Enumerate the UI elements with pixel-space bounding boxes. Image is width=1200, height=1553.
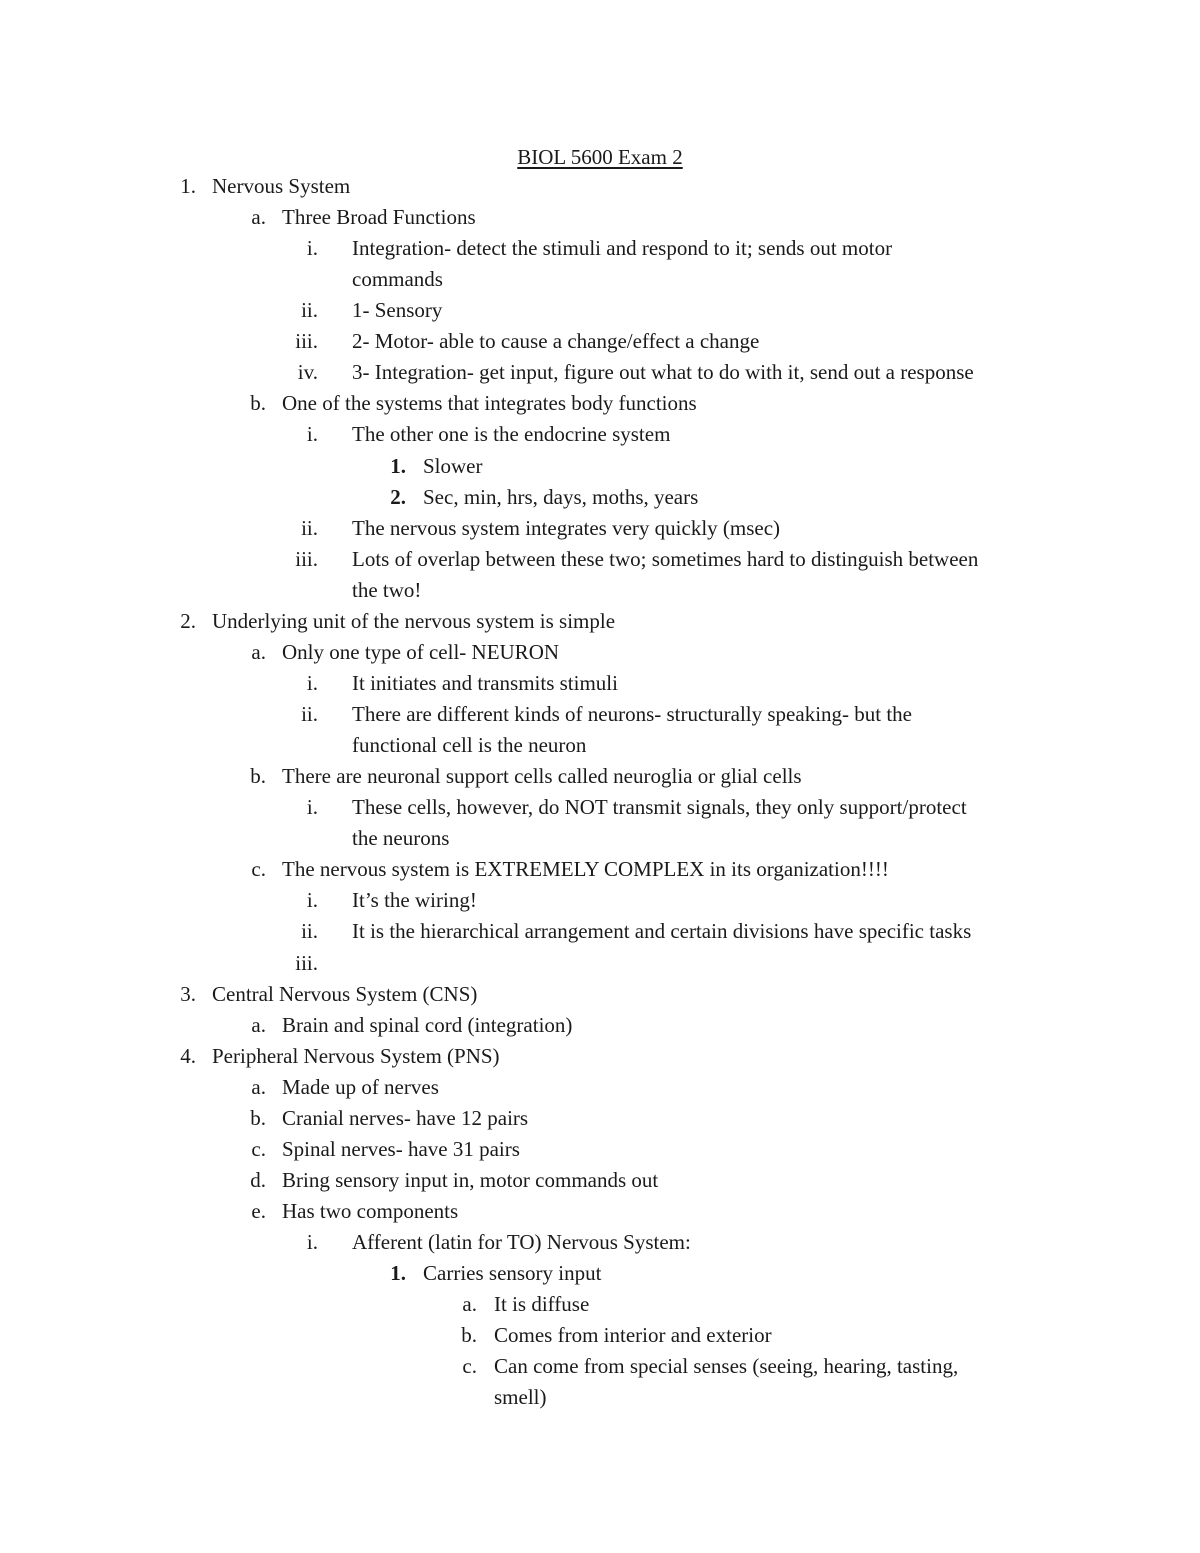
outline-item-text: Central Nervous System (CNS) <box>212 982 478 1006</box>
outline-item-text: Peripheral Nervous System (PNS) <box>212 1044 500 1068</box>
outline-item-marker: i. <box>306 888 318 912</box>
outline-item-marker: b. <box>250 1106 266 1130</box>
outline-item <box>0 202 1200 233</box>
outline-item <box>0 1382 1200 1413</box>
outline-item-text: the two! <box>352 578 422 602</box>
outline-item <box>0 1165 1200 1196</box>
outline-item-marker: i. <box>306 236 318 260</box>
outline-item-marker: ii. <box>301 702 318 726</box>
outline-item <box>0 761 1200 792</box>
outline-item <box>0 1320 1200 1351</box>
outline-item-marker: i. <box>306 422 318 446</box>
outline-item-marker: 1. <box>390 1261 406 1285</box>
outline-item-text: Underlying unit of the nervous system is simple <box>212 609 616 633</box>
outline-item <box>0 823 1200 854</box>
outline-item-text: One of the systems that integrates body functions <box>282 391 697 415</box>
outline-item-text: It initiates and transmits stimuli <box>352 671 618 695</box>
outline-item-text: 1- Sensory <box>352 298 443 322</box>
outline-item-text: It is diffuse <box>494 1292 590 1316</box>
outline-item <box>0 233 1200 264</box>
outline-item-text: Afferent (latin for TO) Nervous System: <box>352 1230 691 1254</box>
outline-item-text: Nervous System <box>212 174 351 198</box>
outline-item-marker: i. <box>306 1230 318 1254</box>
outline-item-marker: iii. <box>295 329 318 353</box>
outline-item-marker: a. <box>251 1075 266 1099</box>
outline-item-marker: ii. <box>301 919 318 943</box>
outline-item <box>0 575 1200 606</box>
outline-item <box>0 854 1200 885</box>
outline-item-marker: a. <box>462 1292 477 1316</box>
outline-item-text: commands <box>352 267 443 291</box>
outline-item-text: These cells, however, do NOT transmit signals, they only support/protect <box>352 795 967 819</box>
outline-item <box>0 1134 1200 1165</box>
outline-item-text: The nervous system is EXTREMELY COMPLEX in its organization!!!! <box>282 857 889 881</box>
outline-item-marker: iii. <box>295 547 318 571</box>
outline-item-marker: 2. <box>180 609 196 633</box>
outline-item-text: Can come from special senses (seeing, hearing, tasting, <box>494 1354 959 1378</box>
outline-item-marker: c. <box>462 1354 477 1378</box>
outline-item-text: Three Broad Functions <box>282 205 476 229</box>
outline-item-marker: ii. <box>301 298 318 322</box>
outline-item <box>0 699 1200 730</box>
outline-item-marker: a. <box>251 1013 266 1037</box>
outline-item <box>0 1351 1200 1382</box>
outline-item <box>0 1072 1200 1103</box>
outline-item <box>0 792 1200 823</box>
outline-item <box>0 1227 1200 1258</box>
outline-item-marker: 1. <box>180 174 196 198</box>
outline-item-marker: 2. <box>390 485 406 509</box>
outline-item-marker: b. <box>250 764 266 788</box>
outline-item-text: functional cell is the neuron <box>352 733 587 757</box>
outline-item-marker: 4. <box>180 1044 196 1068</box>
outline-item-text: Carries sensory input <box>423 1261 602 1285</box>
outline-item <box>0 171 1200 202</box>
outline-item <box>0 637 1200 668</box>
outline-item-text: There are neuronal support cells called neuroglia or glial cells <box>282 764 802 788</box>
outline-item <box>0 668 1200 699</box>
outline-item <box>0 1103 1200 1134</box>
outline-item-text: Slower <box>423 454 483 478</box>
outline-item <box>0 1010 1200 1041</box>
outline-item-marker: i. <box>306 671 318 695</box>
outline-item-text: Brain and spinal cord (integration) <box>282 1013 573 1037</box>
outline-item-text: Spinal nerves- have 31 pairs <box>282 1137 520 1161</box>
outline-item-text: Only one type of cell- NEURON <box>282 640 560 664</box>
outline-item <box>0 979 1200 1010</box>
outline-item-text: the neurons <box>352 826 450 850</box>
outline-item <box>0 388 1200 419</box>
outline-item-text: The other one is the endocrine system <box>352 422 671 446</box>
outline-item-marker: ii. <box>301 516 318 540</box>
outline-item-marker: b. <box>250 391 266 415</box>
outline-item-marker: 3. <box>180 982 196 1006</box>
outline-item-marker: iv. <box>297 360 318 384</box>
outline-item <box>0 264 1200 295</box>
outline-item-marker: d. <box>250 1168 266 1192</box>
outline-item-text: Made up of nerves <box>282 1075 439 1099</box>
outline-item-text: 2- Motor- able to cause a change/effect a change <box>352 329 760 353</box>
outline-item <box>0 295 1200 326</box>
outline-item <box>0 1196 1200 1227</box>
outline-item-marker: c. <box>251 1137 266 1161</box>
outline-item <box>0 326 1200 357</box>
outline-item-text: It’s the wiring! <box>352 888 477 912</box>
outline-item-marker: 1. <box>390 454 406 478</box>
outline-item <box>0 482 1200 513</box>
outline-item-text: Comes from interior and exterior <box>494 1323 772 1347</box>
outline-item-text: Lots of overlap between these two; sometimes hard to distinguish between <box>352 547 979 571</box>
outline-item-text: 3- Integration- get input, figure out what to do with it, send out a response <box>352 360 974 384</box>
outline-item-text: Bring sensory input in, motor commands out <box>282 1168 659 1192</box>
outline-item-text: Has two components <box>282 1199 459 1223</box>
outline-item <box>0 544 1200 575</box>
outline-item <box>0 730 1200 761</box>
outline-item-text: It is the hierarchical arrangement and certain divisions have specific tasks <box>352 919 972 943</box>
outline-item-marker: c. <box>251 857 266 881</box>
outline-item-text: There are different kinds of neurons- structurally speaking- but the <box>352 702 913 726</box>
outline-item-text: Cranial nerves- have 12 pairs <box>282 1106 529 1130</box>
outline-item-text: Sec, min, hrs, days, moths, years <box>423 485 699 509</box>
outline-item <box>0 357 1200 388</box>
outline-item <box>0 1289 1200 1320</box>
outline-item <box>0 948 1200 979</box>
outline-item <box>0 916 1200 947</box>
outline-item-marker: e. <box>251 1199 266 1223</box>
outline-item <box>0 606 1200 637</box>
outline-item-marker: a. <box>251 640 266 664</box>
outline-item <box>0 451 1200 482</box>
outline-item-text: The nervous system integrates very quickly (msec) <box>352 516 781 540</box>
outline-item-marker: iii. <box>295 951 318 975</box>
outline-item-text: Integration- detect the stimuli and respond to it; sends out motor <box>352 236 893 260</box>
outline-item <box>0 1258 1200 1289</box>
outline-item <box>0 1041 1200 1072</box>
outline-item-text: smell) <box>494 1385 547 1409</box>
outline-item-marker: a. <box>251 205 266 229</box>
outline-item-marker: i. <box>306 795 318 819</box>
outline-item <box>0 419 1200 450</box>
outline-item <box>0 885 1200 916</box>
outline-item-marker: b. <box>461 1323 477 1347</box>
outline-item <box>0 513 1200 544</box>
page-title: BIOL 5600 Exam 2 <box>517 145 683 169</box>
